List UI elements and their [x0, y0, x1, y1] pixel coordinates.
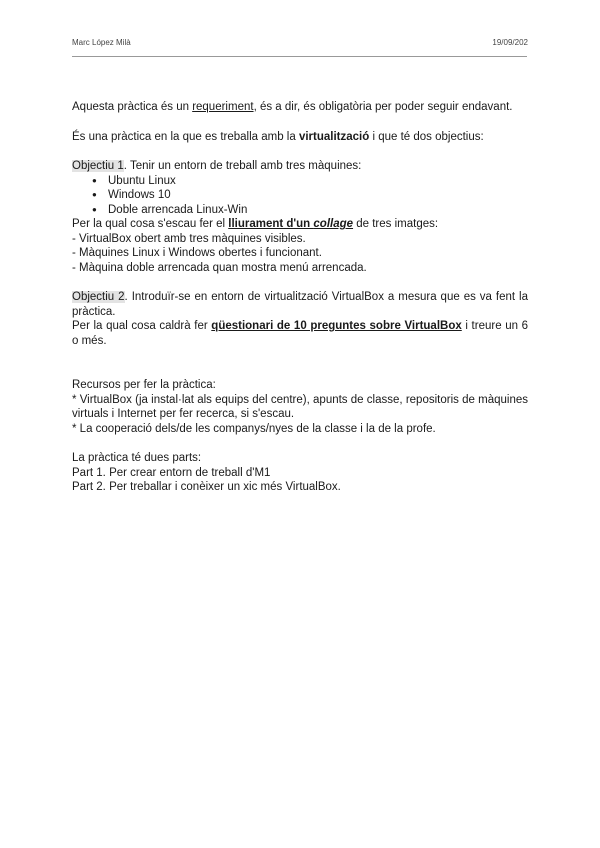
- list-item: ● Ubuntu Linux: [92, 174, 528, 189]
- author-name: Marc López Milà: [72, 38, 131, 47]
- list-item: - VirtualBox obert amb tres màquines visibles.: [72, 232, 306, 245]
- resources-title: Recursos per fer la pràctica:: [72, 379, 216, 391]
- machines-list: [72, 174, 528, 218]
- requirement-link[interactable]: requeriment: [192, 101, 254, 113]
- objective-2-deliverable: Per la qual cosa caldrà fer qüestionari de 10 preguntes sobre VirtualBox i treure un 6 o més.: [72, 320, 528, 347]
- list-item: - Màquines Linux i Windows obertes i funcionant.: [72, 247, 322, 259]
- list-item: ● Windows 10: [92, 188, 528, 203]
- list-item: Part 1. Per crear entorn de treball d'M1: [72, 466, 271, 479]
- list-item: Part 2. Per treballar i conèixer un xic més VirtualBox.: [72, 481, 341, 493]
- objective-1-deliverable: Per la qual cosa s'escau fer el lliurament d'un collage de tres imatges:: [72, 218, 439, 230]
- questionnaire-link[interactable]: qüestionari de 10 preguntes sobre VirtualBox: [211, 320, 462, 332]
- intro-paragraph: Aquesta pràctica és un requeriment, és a dir, és obligatòria per poder seguir endavant.: [72, 101, 513, 113]
- page-header: [72, 38, 528, 47]
- context-paragraph: És una pràctica en la que es treballa amb la virtualització i que té dos objectius:: [72, 130, 484, 143]
- document-body: [72, 100, 528, 495]
- objective-1-label: Objectiu 1: [72, 160, 124, 172]
- objective-1-heading: Objectiu 1. Tenir un entorn de treball amb tres màquines:: [72, 160, 362, 172]
- objective-2-label: Objectiu 2: [72, 291, 125, 303]
- list-item: * La cooperació dels/de les companys/nyes de la classe i la de la profe.: [72, 422, 436, 435]
- list-item: * VirtualBox (ja instal·lat als equips del centre), apunts de classe, repositoris de màquines virtuals i Internet per fer recerca, si s'escau.: [72, 393, 528, 420]
- header-date: 19/09/202: [492, 38, 528, 47]
- objective-2-heading: Objectiu 2. Introduïr-se en entorn de virtualització VirtualBox a mesura que es va fent la pràctica.: [72, 291, 528, 318]
- parts-title: La pràctica té dues parts:: [72, 452, 202, 464]
- virtualization-term: virtualització: [298, 130, 370, 143]
- collage-deliverable-link[interactable]: lliurament d'un collage: [228, 218, 354, 230]
- list-item: ● Doble arrencada Linux-Win: [92, 203, 528, 218]
- header-divider: [72, 56, 527, 57]
- list-item: - Màquina doble arrencada quan mostra menú arrencada.: [72, 261, 367, 274]
